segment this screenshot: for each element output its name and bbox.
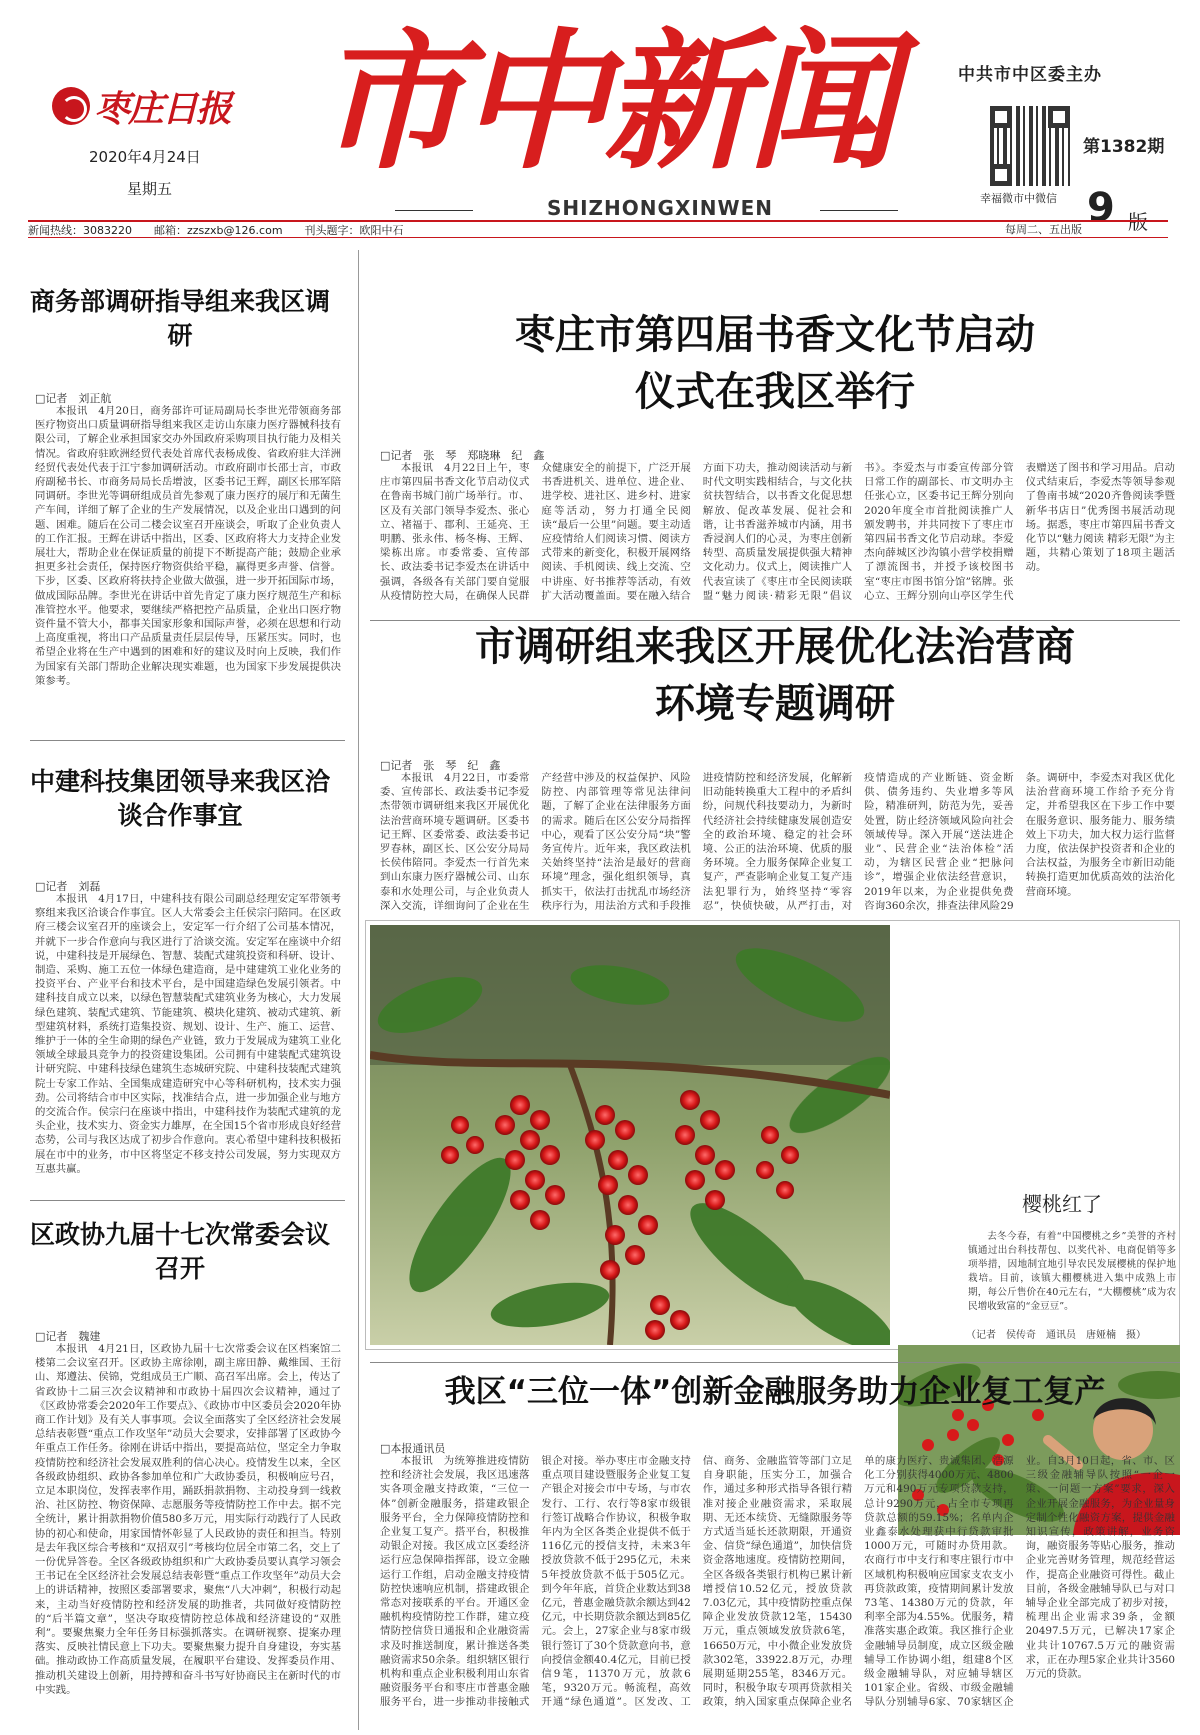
second-byline: □记者 张 琴 纪 鑫	[380, 759, 501, 772]
title-calligraphy-credit: 刊头题字：欧阳中石	[304, 223, 404, 237]
paper-logo	[52, 85, 231, 130]
info-bar	[28, 220, 1168, 238]
article-body: 本报讯 4月21日，区政协九届十七次常委会议在区档案馆二楼第二会议室召开。区政协主席徐刚，副主席田静、戴维国、王衍山、郑遵法、侯锦，党组成员王广顺、高召军出席。会上，传达了省政协十二届三次会议精神和市政协十届四次会议精神，通过了《区政协常委会2020年工作要点》、《政协市中区委员会2020年协商工作计划》及有关人事事项。会议全面落实了全区经济社会发展总结表彰暨“重点工作攻坚年”动员大会要求，安排部署了区政协今年重点工作任务。徐刚在讲话中指出，要提高站位，坚定全力争取疫情防控和经济社会发展双胜利的信心决心。疫情发生以来，全区各级政协组织、政协各参加单位和广大政协委员，积极响应号召，立足本职岗位，发挥表率作用，踊跃捐款捐物、主动投身到一线救治、社区防控、物资保障、志愿服务等疫情防控工作中去。据不完全统计，累计捐款捐物价值580多万元，用实际行动践行了人民政协的初心和使命，用家国情怀彰显了人民政协的责任和担当。特别是去年我区综合考核和“双招双引”考核均位居全市第二名，交上了一份优异答卷。全区各级政协组织和广大政协委员要认真学习领会王书记在全区经济社会发展总结表彰暨“重点工作攻坚年”动员大会上的讲话精神，按照区委部署要求，聚焦“八大冲刺”，积极行动起来，主动当好疫情防控和经济发展的助推者，共同做好疫情防控的“后半篇文章”，坚决夺取疫情防控总体战和经济建设的“双胜利”。要聚焦聚力全年任务目标强抓落实。在调研视察、提案办理落实、反映社情民意上下功夫。要聚焦聚力提升自身建设，夯实基础。推动政协工作高质量发展，在履职平台建设、发挥委员作用、推动机关建设上创新，用持搏和奋斗书写好协商民主在新时代的市中实践。	[35, 1343, 341, 1696]
lead-byline: □记者 张 琴 郑晓琳 纪 鑫	[380, 449, 545, 462]
photo-credit: （记者 侯传奇 通讯员 唐娅楠 摄）	[966, 1330, 1146, 1341]
issue-date: 2020年4月24日	[89, 148, 201, 166]
second-headline-line1: 市调研组来我区开展优化法治营商	[475, 624, 1075, 670]
issue-number: 第1382期	[1083, 137, 1165, 157]
article-headline: 区政协九届十七次常委会议召开	[29, 1220, 330, 1283]
photo-caption: 去冬今春，有着“中国樱桃之乡”美誉的齐村镇通过出台科技帮包、以奖代补、电商促销等多项举措，因地制宜地引导农民发展樱桃的保护地栽培。目前，该镇大棚樱桃进入集中成熟上市期，每公斤售价在40元左右，“大棚樱桃”成为农民增收致富的“金豆豆”。	[968, 1231, 1176, 1312]
paper-name: 枣庄日报	[94, 87, 231, 130]
qr-code-icon	[990, 106, 1070, 186]
edition-suffix: 版	[1128, 210, 1148, 234]
lead-body: 本报讯 4月22日上午，枣庄市第四届书香文化节启动仪式在鲁南书城门前广场举行。市、区及有关部门领导李爱杰、张心立、褚福于、郡利、王延亮、王明鹏、张永伟、杨冬梅、王辉、梁栋出席。市委常委、宣传部长、政法委书记李爱杰在讲话中强调，各级各有关部门要自觉服从疫情防控大局，在确保人民群众健康安全的前提下，广泛开展书香进机关、进单位、进企业、进学校、进社区、进乡村、进家庭等活动，努力打通全民阅读“最后一公里”问题。要主动适应疫情给人们阅读习惯、阅读方式带来的新变化，积极开展网络阅读、手机阅读、线上交流、空中讲座、好书推荐等活动，有效扩大活动覆盖面。要在融入结合方面下功夫，推动阅读活动与新时代文明实践相结合，与文化扶贫扶智结合，以书香文化促思想解放、促改革发展、促社会和谐，让书香滋养城市内涵，用书香浸润人们的心灵，为枣庄创新转型、高质量发展提供强大精神文化动力。仪式上，阅读推广人代表宣读了《枣庄市全民阅读联盟“魅力阅读·精彩无限”倡议书》。李爱杰与市委宣传部分管日常工作的副部长、市文明办主任张心立，区委书记王辉分别向2020年度全市首批阅读推广人颁发聘书，并共同按下了枣庄市第四届书香文化节启动球。李爱杰向薛城区沙沟镇小营学校捐赠了漂流图书，并授予该校图书室“枣庄市图书馆分馆”铭牌。张心立、王辉分别向山亭区学生代表赠送了图书和学习用品。启动仪式结束后，李爱杰等领导参观了鲁南书城“2020齐鲁阅读季暨新华书店日”优秀图书展活动现场。据悉，枣庄市第四届书香文化节以“魅力阅读 精彩无限”为主题，共精心策划了18项主题活动。	[380, 462, 1175, 602]
finance-body: 本报讯 为统筹推进疫情防控和经济社会发展，我区迅速落实各项金融支持政策，“三位一体”创新金融服务，搭建政银企服务平台，全力保障疫情防控和企业复工复产。搭平台，积极推动银企对接。我区成立区委经济运行应急保障指挥部，设立金融运行工作组，启动金融支持疫情防控快速响应机制，搭建政银企常态对接联系的平台。开通区金融机构疫情防控工作群，建立疫情防控信贷日通报和企业融资需求及时推送制度，累计推送各类融资需求50余条。组织辖区银行机构和重点企业积极利用山东省融资服务平台和枣庄市普惠金融服务平台，进一步推动非接触式银企对接。举办枣庄市金融支持重点项目建设暨服务企业复工复产银企对接会市中专场，与市农发行、工行、农行等8家市级银行签订战略合作协议，积极争取年内为全区各类企业提供不低于116亿元的授信支持，未来3年授放贷款不低于295亿元，未来5年授放贷款不低于505亿元。到今年年底，首贷企业数达到38亿元，普惠金融贷款余额达到42亿元，中长期贷款余额达到85亿元。会上，27家企业与8家市级银行签订了30个贷款意向书，意向授信金额40.4亿元，目前已授信9笔，11370万元，放款6笔，9320万元。畅流程，高效开通“绿色通道”。区发改、工信、商务、金融监管等部门立足自身职能，压实分工，加强合作，通过多种形式指导各银行精准对接企业融资需求，采取展期、无还本续贷、无缝隙服务等方式适当延长还款期限，开通资金、信贷“绿色通道”，加快信贷资金落地速度。疫情防控期间，全区各级各类银行机构已累计新增授信10.52亿元，授放贷款7.03亿元，其中疫情防控重点保障企业发放贷款12笔，15430万元，重点领域发放贷款6笔，16650万元，中小微企业发放贷款302笔，33922.8万元，办理展期延期255笔，8346万元。同时，积极争取专项再贷款相关政策，纳入国家重点保障企业名单的康力医疗、贵诚集团、浩源化工分别获得4000万元、4800万元和490万元专项贷款支持，总计9290万元，占全市专项再贷款总额的59.15%；名单内企业鑫泰水处理获中行贷款审批1000万元，可随时办贷用款。农商行市中支行和枣庄银行市中区域机构积极响应国家支农支小再贷款政策，疫情期间累计发放73笔、14380万元的贷款，年利率全部为4.55%。优服务，精准落实惠企政策。我区推行企业金融辅导员制度，成立区级金融辅导工作协调小组，组建8个区级金融辅导队，对应辅导辖区101家企业。省级、市级金融辅导队分别辅导6家、70家辖区企业。自3月10日起，省、市、区三级金融辅导队按照“一企一策、一问题一方案”要求，深入企业开展金融服务，为企业量身定制个性化融资方案，提供金融知识宣传，政策讲解，业务咨询，融资服务等贴心服务，推动企业完善财务管理，规范经营运作，提高企业融资可得性。截止目前，各级金融辅导队已与对口辅导企业全部完成了初步对接，梳理出企业需求39条，金额20497.5万元，已解决17家企业共计10767.5万元的融资需求，正在办理5家企业共计3560万元的贷款。	[380, 1455, 1175, 1709]
edition-number: 9	[1087, 185, 1115, 231]
article-body: 本报讯 4月17日，中建科技有限公司副总经理安定军带领考察组来我区洽谈合作事宜。区人大常委会主任侯宗闩陪同。在区政府三楼会议室召开的座谈会上，安定军一行介绍了公司基本情况，并就下一步合作意向与我区进行了洽谈交流。安定军在座谈中介绍说，中建科技是开展绿色、智慧、装配式建筑投资和科研、设计、制造、采购、施工五位一体绿色建造商，是中建建筑工业化业务的投资平台、产业平台和技术平台，是中国建造绿色发展引领者。中建科技自成立以来，以绿色智慧装配式建筑业务为核心，大力发展绿色建筑、装配式建筑、节能建筑、模块化建筑、被动式建筑、新型建筑材料，系统打造集投资、规划、设计、生产、施工、运营、维护于一体的全生命期的绿色产业链，致力于发展成为建筑工业化领域全球最具竞争力的投资建设集团。公司拥有中建装配式建筑设计研究院、中建科技绿色建筑生态城研究院、中建科技装配式建筑院士专家工作站、全国集成建造研究中心等科研机构，技术实力强劲。公司将结合市中区实际，找准结合点，进一步加强企业与地方的交流合作。侯宗闩在座谈中指出，中建科技作为装配式建筑的龙头企业，技术实力、资金实力雄厚，在全国15个省市形成良好经营态势，公司与我区达成了初步合作意向。衷心希望中建科技积极拓展在市中的业务，市中区将坚定不移支持公司发展，努力实现双方互惠共赢。	[35, 893, 341, 1175]
qr-caption: 幸福微市中微信	[980, 192, 1057, 205]
cherry-photo-main	[370, 925, 890, 1345]
lead-headline-line1: 枣庄市第四届书香文化节启动	[515, 312, 1035, 358]
paper-emblem-icon	[52, 87, 90, 125]
article-byline: □记者 魏建	[35, 1330, 101, 1343]
article-separator	[370, 1362, 1180, 1363]
finance-headline: 我区“三位一体”创新金融服务助力企业复工复产	[444, 1374, 1106, 1410]
sponsor: 中共市中区委主办	[958, 65, 1102, 85]
article-byline: □记者 刘磊	[35, 880, 101, 893]
masthead-pinyin: SHIZHONGXINWEN	[546, 196, 774, 220]
article-separator	[30, 740, 345, 741]
issue-weekday: 星期五	[127, 180, 173, 198]
article-headline: 中建科技集团领导来我区洽谈合作事宜	[29, 767, 330, 830]
article-headline: 商务部调研指导组来我区调研	[29, 287, 330, 350]
column-divider	[358, 250, 359, 1730]
email: 邮箱：zzszxb@126.com	[154, 223, 283, 237]
masthead-title: 市中新闻	[315, 14, 892, 190]
article-separator	[30, 1200, 345, 1201]
publish-frequency: 每周二、五出版	[1005, 223, 1082, 236]
hotline: 新闻热线：3083220	[28, 223, 132, 237]
article-byline: □记者 刘正航	[35, 392, 112, 405]
second-headline-line2: 环境专题调研	[655, 681, 895, 727]
article-body: 本报讯 4月20日，商务部许可证局副局长李世光带领商务部医疗物资出口质量调研指导组来我区走访山东康力医疗器械科技有限公司，了解企业承担国家交办外国政府采购项目执行能力及相关情况。省政府驻欧洲经贸代表处首席代表杨成俊、省政府驻大洋洲经贸代表处代表于江宁参加调研活动。市政府副市长邵士言，市政府副秘书长、市商务局局长岳增波，区委书记王辉，副区长邢军陪同调研。李世光等调研组成员首先参观了康力医疗的展厅和无菌生产车间，详细了解了企业的生产发展情况，以及企业出口遇到的问题、困难。随后在公司二楼会议室召开座谈会，听取了企业负责人的工作汇报。王辉在讲话中指出，区委、区政府将大力支持企业发展壮大，帮助企业在保证质量的前提下不断提高产能；鼓励企业承担更多社会责任，保持医疗物资供给平稳，赢得更多声誉、信誉。下步，区委、区政府将扶持企业做大做强，进一步开拓国际市场，做成国际品牌。李世光在讲话中首先肯定了康力医疗规范生产和标准管控水平。他要求，要继续严格把控产品质量，企业出口医疗物资件量不管大小，都事关国家形象和国际声誉，必须在思想和行动上高度重视，将出口产品质量责任层层传导，压紧压实。同时，也希望企业将在生产中遇到的困难和好的建议及时向上反映，我们作为国家有关部门帮助企业解决现实难题，也为国家下步发展提供决策参考。	[35, 405, 341, 687]
lead-headline-line2: 仪式在我区举行	[635, 369, 915, 415]
second-body: 本报讯 4月22日，市委常委、宣传部长、政法委书记李爱杰带领市调研组来我区开展优化法治营商环境专题调研。区委书记王辉、区委常委、政法委书记罗春林，副区长、区公安分局局长侯伟陪同。李爱杰一行首先来到山东康力医疗器械公司、山东泰和水处理公司，与企业负责人深入交流，详细询问了企业在生产经营中涉及的权益保护、风险防控、内部管理等常见法律问题，了解了企业在法律服务方面的需求。随后在区公安分局指挥中心，观看了区公安分局“块”警务宣传片。近年来，我区政法机关始终坚持“法治是最好的营商环境”理念，强化组织领导，真抓实干，依法打击扰乱市场经济秩序行为，用法治方式和手段推进疫情防控和经济发展，化解新旧动能转换重大工程中的矛盾纠纷，问规代科技要动力，为新时代经济社会持续健康发展创造安全的政治环境、稳定的社会环境、公正的法治环境、优质的服务环境。全力服务保障企业复工复产，严查影响企业复工复产违法犯罪行为，始终坚持“零容忍”，快侦快破，从严打击，对疫情造成的产业断链、资金断供、债务违约、失业增多等风险，精准研判，防范为先，妥善处置，防止经济领域风险向社会领域传导。深入开展“送法进企业”、民营企业“法治体检”活动，为辖区民营企业“把脉问诊”，增强企业依法经营意识，2019年以来，为企业提供免费咨询360余次，排查法律风险29条。调研中，李爱杰对我区优化法治营商环境工作给予充分肯定，并希望我区在下步工作中要在服务意识、服务能力、服务绩效上下功夫，加大权力运行监督力度，依法保护投资者和企业的合法权益，为服务全市新旧动能转换打造更加优质高效的法治化营商环境。	[380, 772, 1175, 912]
finance-byline: □本报通讯员	[380, 1442, 446, 1455]
photo-caption-title: 樱桃红了	[1022, 1192, 1102, 1216]
